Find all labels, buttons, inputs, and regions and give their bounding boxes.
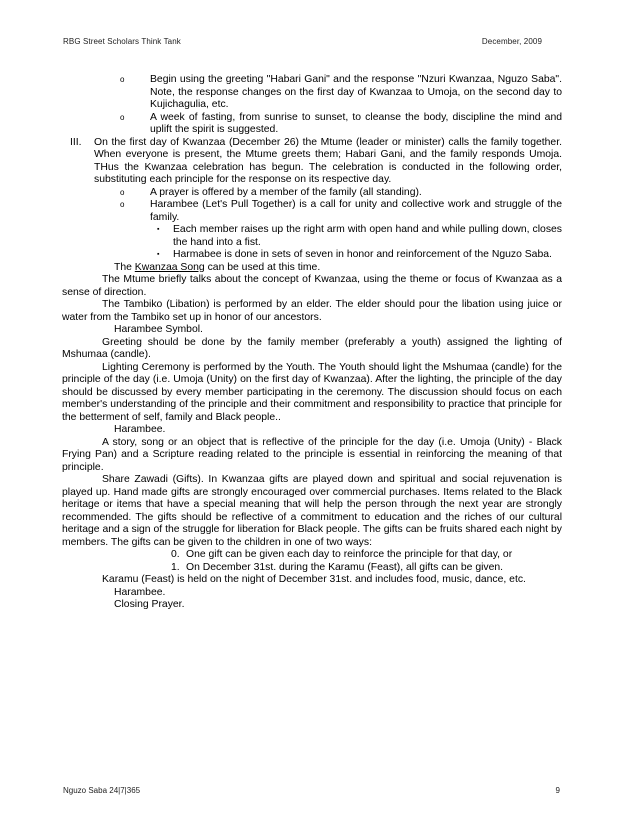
- page-number: 9: [555, 786, 560, 795]
- number-marker: 0.: [171, 549, 180, 560]
- list-item-text: A week of fasting, from sunrise to sunset, to cleanse the body, discipline the mind and uplift the spirit is suggested.: [150, 111, 562, 135]
- text-run: can be used at this time.: [204, 261, 321, 273]
- roman-list-item: [62, 137, 562, 187]
- numbered-item: [74, 562, 562, 575]
- paragraph: A story, song or an object that is reflective of the principle for the day (i.e. Umoja (Unity) - Black Frying Pan) and a Scripture reading related to the principle is essential in reinforcing the meaning of that principle.: [62, 436, 562, 473]
- document-body: [62, 74, 562, 612]
- list-item-text: On December 31st. during the Karamu (Feast), all gifts can be given.: [186, 561, 504, 573]
- paragraph: Harambee Symbol.: [114, 324, 203, 335]
- square-bullet-icon: ▪: [157, 251, 160, 258]
- number-marker: 1.: [171, 561, 180, 573]
- header-title: RBG Street Scholars Think Tank: [63, 37, 181, 46]
- text-run: The: [114, 261, 135, 273]
- circle-bullet-icon: o: [120, 112, 125, 122]
- list-item: [74, 112, 562, 137]
- header-date: December, 2009: [481, 37, 542, 46]
- paragraph-song: [74, 262, 562, 275]
- paragraph: The Mtume briefly talks about the concept of Kwanzaa, using the theme or focus of Kwanzaa as a sense of direction.: [62, 274, 562, 298]
- circle-bullet-icon: o: [120, 75, 125, 84]
- list-item: [74, 224, 562, 249]
- paragraph: Harambee.: [114, 424, 166, 435]
- paragraph: Lighting Ceremony is performed by the Youth. The Youth should light the Mshumaa (candle) for the principle of the day (i.e. Umoja (Unity) on the first day of Kwanzaa). After the lighting, the principle of the day should be discussed by every member participating in the ceremony. The discussion should focus on each member's understanding of the principle and their commitment and responsibility to practice that principle for the betterment of self, family and Black people..: [62, 361, 562, 423]
- paragraph: Greeting should be done by the family member (preferably a youth) assigned the lighting of Mshumaa (candle).: [62, 336, 562, 360]
- footer-title: Nguzo Saba 24|7|365: [63, 786, 141, 795]
- list-item-text: Harmabee is done in sets of seven in honor and reinforcement of the Nguzo Saba.: [173, 249, 552, 260]
- list-item-text: On the first day of Kwanzaa (December 26) the Mtume (leader or minister) calls the family together. When everyone is present, the Mtume greets them; Habari Gani, and the family responds Umoja. THus the Kwanzaa celebration has begun. The celebration is conducted in the following order, substituting each principle for the response on its respective day.: [94, 136, 562, 185]
- roman-numeral: III.: [70, 136, 82, 148]
- list-item: [74, 199, 562, 224]
- kwanzaa-song-link[interactable]: Kwanzaa Song: [134, 261, 205, 273]
- circle-bullet-icon: o: [120, 187, 125, 197]
- list-item-text: One gift can be given each day to reinforce the principle for that day, or: [186, 549, 513, 560]
- list-item: [74, 187, 562, 200]
- circle-bullet-icon: o: [120, 200, 125, 209]
- list-item-text: Begin using the greeting "Habari Gani" and the response "Nzuri Kwanzaa, Nguzo Saba". Note, the response changes on the first day of Kwanzaa to Umoja, on the second day to Kujichagulia, etc.: [150, 74, 562, 110]
- list-item: [74, 249, 562, 262]
- paragraph: Karamu (Feast) is held on the night of December 31st. and includes food, music, dance, etc.: [102, 574, 526, 585]
- list-item: [74, 74, 562, 112]
- list-item-text: Harambee (Let's Pull Together) is a call for unity and collective work and struggle of the family.: [150, 199, 562, 223]
- numbered-item: [74, 549, 562, 562]
- square-bullet-icon: ▪: [157, 226, 160, 233]
- paragraph: Harambee.: [114, 586, 166, 598]
- paragraph: The Tambiko (Libation) is performed by an elder. The elder should pour the libation using juice or water from the Tambiko set up in honor of our ancestors.: [62, 299, 562, 323]
- list-item-text: A prayer is offered by a member of the family (all standing).: [150, 186, 422, 198]
- list-item-text: Each member raises up the right arm with open hand and while pulling down, closes the hand into a fist.: [173, 224, 562, 248]
- paragraph: Closing Prayer.: [114, 599, 185, 610]
- paragraph: Share Zawadi (Gifts). In Kwanzaa gifts are played down and spiritual and social rejuvenation is played up. Hand made gifts are strongly encouraged over commercial purchases. Items related to the Black heritage or items that have a special meaning that will help the person through the next year are strongly recommended. The gifts should be reflective of a commitment to education and the riches of our cultural heritage and a sign of the struggle for liberation for Black people. The gifts can be fruits shared each night by members. The gifts can be given to the children in one of two ways:: [62, 474, 562, 548]
